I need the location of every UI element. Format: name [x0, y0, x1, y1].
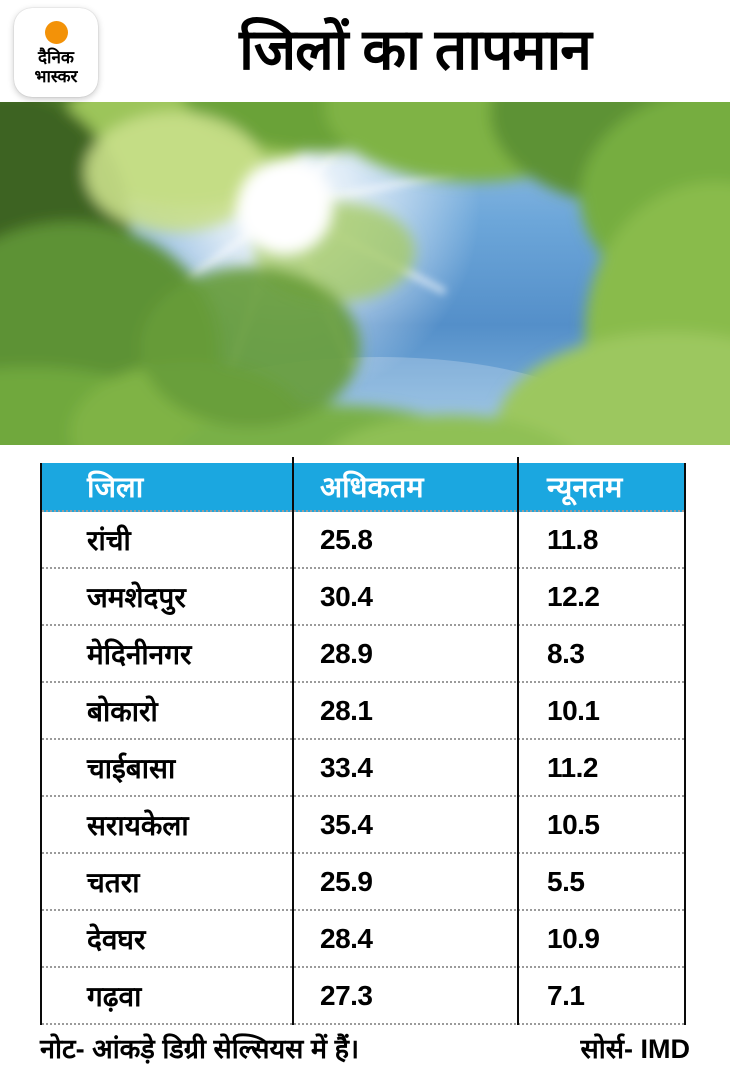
table-row: [42, 797, 684, 854]
masthead: [0, 0, 730, 102]
max-temp: 30.4: [320, 580, 373, 612]
table-row: [42, 968, 684, 1025]
table-row: [42, 512, 684, 569]
page-title: जिलों का तापमान: [239, 18, 591, 82]
max-temp: 25.9: [320, 865, 373, 897]
min-temp: 5.5: [547, 865, 585, 897]
footnote: [40, 1032, 690, 1066]
source-credit: सोर्स- IMD: [580, 1034, 690, 1064]
max-temp: 28.9: [320, 637, 373, 669]
max-temp: 35.4: [320, 808, 373, 840]
units-note: नोट- आंकड़े डिग्री सेल्सियस में हैं।: [40, 1034, 360, 1064]
sun-icon: [237, 159, 333, 255]
district-name: सरायकेला: [87, 809, 189, 841]
logo-sun-icon: [45, 21, 68, 44]
district-name: चाईबासा: [87, 752, 176, 784]
min-temp: 11.2: [547, 751, 598, 783]
column-divider: [292, 457, 294, 1025]
logo-text-line2: भास्कर: [34, 67, 78, 86]
temperature-table: [40, 463, 686, 1025]
district-name: देवघर: [87, 923, 146, 955]
min-temp: 10.1: [547, 694, 600, 726]
min-temp: 12.2: [547, 580, 600, 612]
district-name: मेदिनीनगर: [87, 638, 192, 670]
table-header-row: [42, 463, 684, 512]
sky-trees-photo: [0, 102, 730, 445]
table-row: [42, 626, 684, 683]
max-temp: 33.4: [320, 751, 373, 783]
district-name: रांची: [87, 524, 131, 556]
dainik-bhaskar-logo: [14, 8, 98, 97]
min-temp: 8.3: [547, 637, 585, 669]
column-divider: [517, 457, 519, 1025]
district-name: गढ़वा: [87, 980, 142, 1012]
max-temp: 25.8: [320, 523, 373, 555]
column-header-min: न्यूनतम: [547, 472, 623, 504]
max-temp: 27.3: [320, 979, 373, 1011]
district-name: जमशेदपुर: [87, 581, 186, 613]
table-row: [42, 854, 684, 911]
logo-text-line1: दैनिक: [38, 48, 74, 67]
table-row: [42, 740, 684, 797]
max-temp: 28.1: [320, 694, 373, 726]
table-row: [42, 569, 684, 626]
column-header-district: जिला: [87, 472, 144, 504]
district-name: चतरा: [87, 866, 140, 898]
table-row: [42, 683, 684, 740]
sky-trees-illustration: [0, 102, 730, 445]
min-temp: 10.5: [547, 808, 600, 840]
table-row: [42, 911, 684, 968]
min-temp: 7.1: [547, 979, 585, 1011]
max-temp: 28.4: [320, 922, 373, 954]
district-name: बोकारो: [87, 695, 158, 727]
column-header-max: अधिकतम: [320, 472, 424, 504]
min-temp: 10.9: [547, 922, 600, 954]
min-temp: 11.8: [547, 523, 598, 555]
